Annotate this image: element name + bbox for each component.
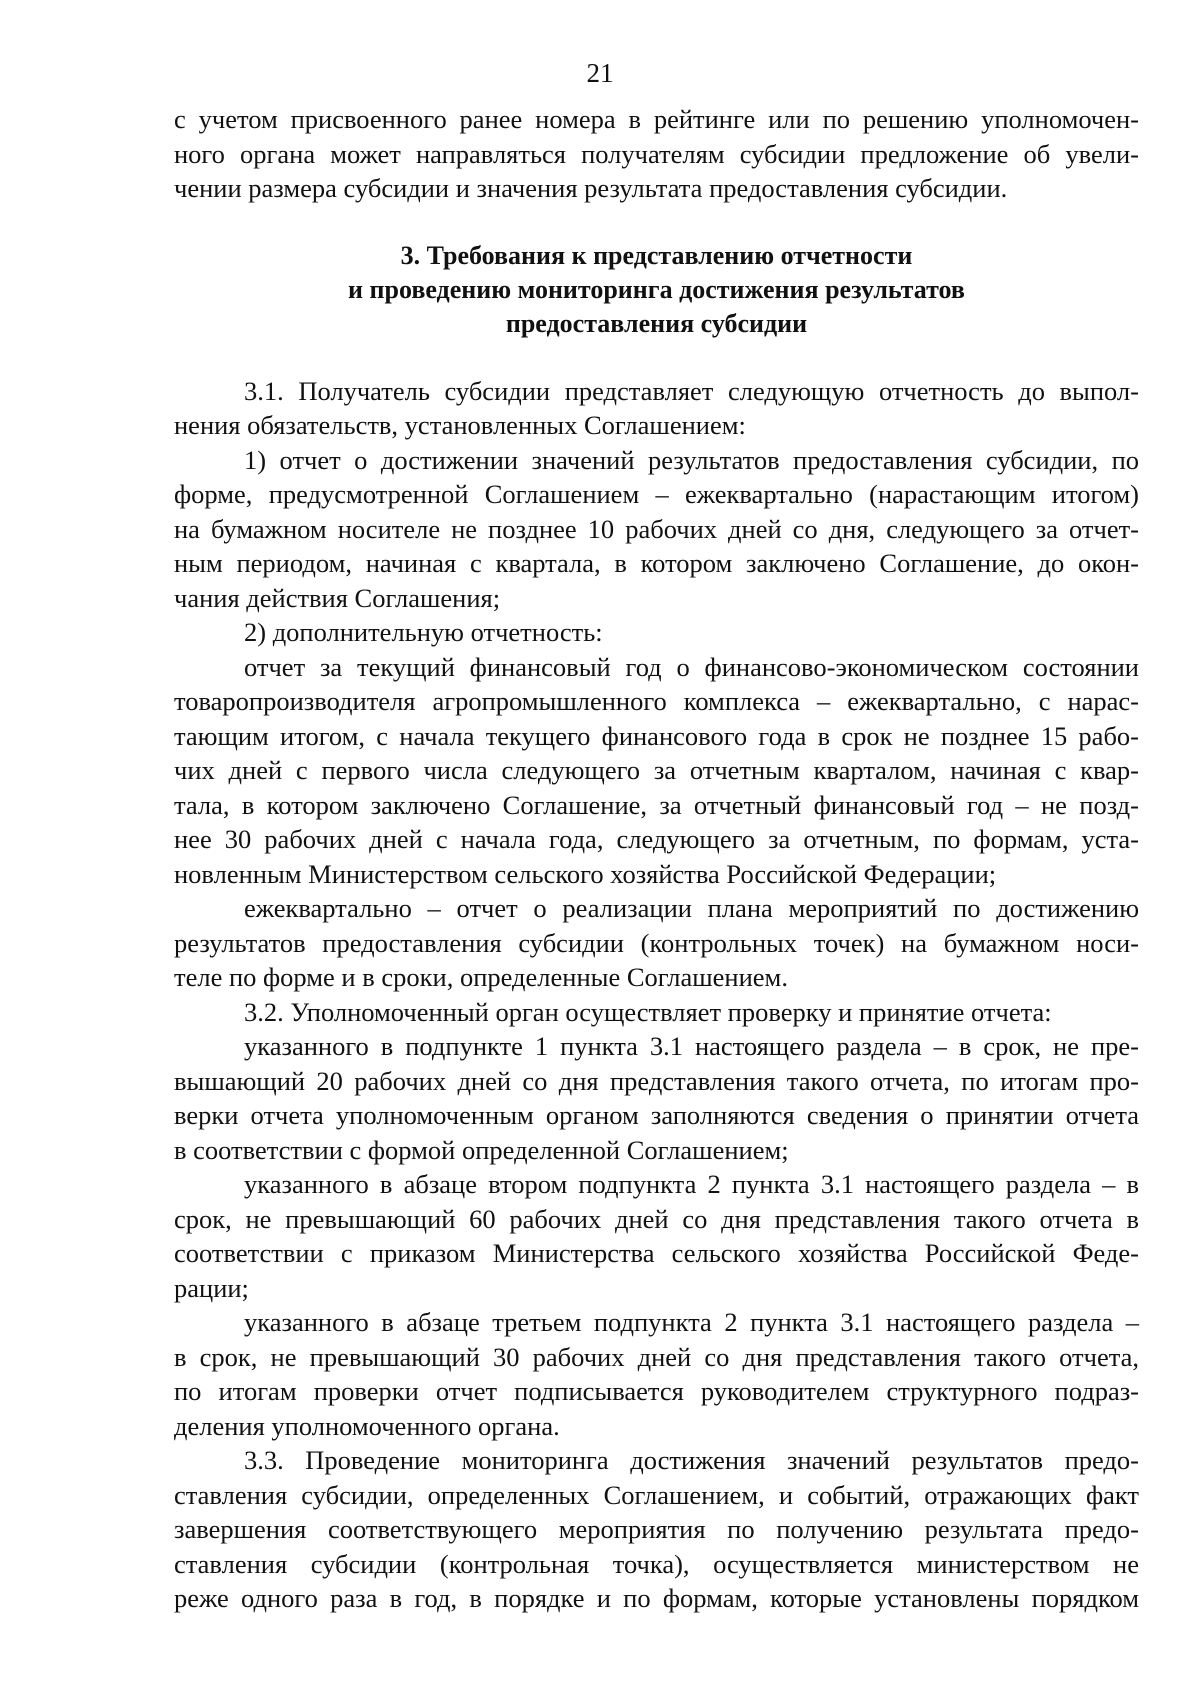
text-line: деления уполномоченного органа.: [174, 1410, 560, 1441]
text-line: тала, в котором заключено Соглашение, за отчетный финансовый год – не позд-: [174, 789, 1139, 820]
text-line: с учетом присвоенного ранее номера в рейтинге или по решению уполномочен-: [174, 104, 1139, 134]
heading-line: 3. Требования к представлению отчетности: [400, 240, 913, 270]
section-heading: [174, 239, 1139, 341]
text-line: результатов предоставления субсидии (контрольных точек) на бумажном носи-: [174, 927, 1139, 958]
text-line: ежеквартально – отчет о реализации плана мероприятий по достижению: [244, 893, 1139, 923]
text-line: верки отчета уполномоченным органом заполняются сведения о принятии отчета: [174, 1100, 1139, 1130]
text-line: нения обязательств, установленных Соглашением:: [174, 410, 746, 440]
text-line: чих дней с первого числа следующего за отчетным кварталом, начиная с квар-: [174, 755, 1139, 785]
text-line: теле по форме и в сроки, определенные Соглашением.: [174, 962, 788, 992]
page-number: 21: [586, 58, 614, 88]
clause-3-3: 3.3. Проведение мониторинга достижения значений результатов предо-: [244, 1445, 1139, 1475]
text-line: новленным Министерством сельского хозяйства Российской Федерации;: [174, 858, 997, 889]
clause-3-1: 3.1. Получатель субсидии представляет следующую отчетность до выпол-: [244, 375, 1139, 406]
text-line: ставления субсидии, определенных Соглашением, и событий, отражающих факт: [174, 1479, 1139, 1510]
text-line: товаропроизводителя агропромышленного комплекса – ежеквартально, с нарас-: [174, 686, 1139, 716]
text-line: ным периодом, начиная с квартала, в котором заключено Соглашение, до окон-: [174, 548, 1139, 578]
section-body: [174, 374, 1139, 1616]
text-line: тающим итогом, с начала текущего финансового года в срок не позднее 15 рабо-: [174, 720, 1139, 751]
text-line: рации;: [174, 1272, 249, 1303]
text-line: вышающий 20 рабочих дней со дня представления такого отчета, по итогам про-: [174, 1065, 1139, 1096]
text-line: на бумажном носителе не позднее 10 рабочих дней со дня, следующего за отчет-: [174, 513, 1139, 544]
text-line: ставления субсидии (контрольная точка), осуществляется министерством не: [174, 1548, 1139, 1579]
heading-line: предоставления субсидии: [505, 308, 808, 338]
text-line: указанного в подпункте 1 пункта 3.1 настоящего раздела – в срок, не пре-: [244, 1031, 1139, 1061]
text-line: срок, не превышающий 60 рабочих дней со дня представления такого отчета в: [174, 1203, 1139, 1234]
text-line: в срок, не превышающий 30 рабочих дней со дня представления такого отчета,: [174, 1341, 1139, 1372]
subitem-2: 2) дополнительную отчетность:: [244, 617, 603, 647]
subitem-1: 1) отчет о достижении значений результатов предоставления субсидии, по: [244, 444, 1139, 475]
document-text: [174, 102, 1139, 1616]
clause-3-2: 3.2. Уполномоченный орган осуществляет проверку и принятие отчета:: [244, 996, 1052, 1027]
text-line: указанного в абзаце втором подпункта 2 пункта 3.1 настоящего раздела – в: [244, 1169, 1139, 1199]
text-line: форме, предусмотренной Соглашением – ежеквартально (нарастающим итогом): [174, 479, 1139, 509]
text-line: чении размера субсидии и значения результата предоставления субсидии.: [174, 173, 1008, 203]
text-line: чания действия Соглашения;: [174, 582, 501, 613]
heading-line: и проведению мониторинга достижения результатов: [348, 274, 965, 304]
text-line: завершения соответствующего мероприятия по получению результата предо-: [174, 1514, 1139, 1544]
text-line: соответствии с приказом Министерства сельского хозяйства Российской Феде-: [174, 1238, 1139, 1268]
text-line: указанного в абзаце третьем подпункта 2 пункта 3.1 настоящего раздела –: [244, 1307, 1139, 1337]
intro-paragraph: [174, 102, 1139, 206]
text-line: отчет за текущий финансовый год о финансово-экономическом состоянии: [244, 651, 1139, 682]
text-line: по итогам проверки отчет подписывается руководителем структурного подраз-: [174, 1376, 1139, 1406]
text-line: в соответствии с формой определенной Соглашением;: [174, 1134, 789, 1165]
text-line: нее 30 рабочих дней с начала года, следующего за отчетным, по формам, уста-: [174, 824, 1139, 854]
text-line: реже одного раза в год, в порядке и по формам, которые установлены порядком: [174, 1583, 1139, 1613]
text-line: ного органа может направляться получателям субсидии предложение об увели-: [174, 138, 1139, 169]
